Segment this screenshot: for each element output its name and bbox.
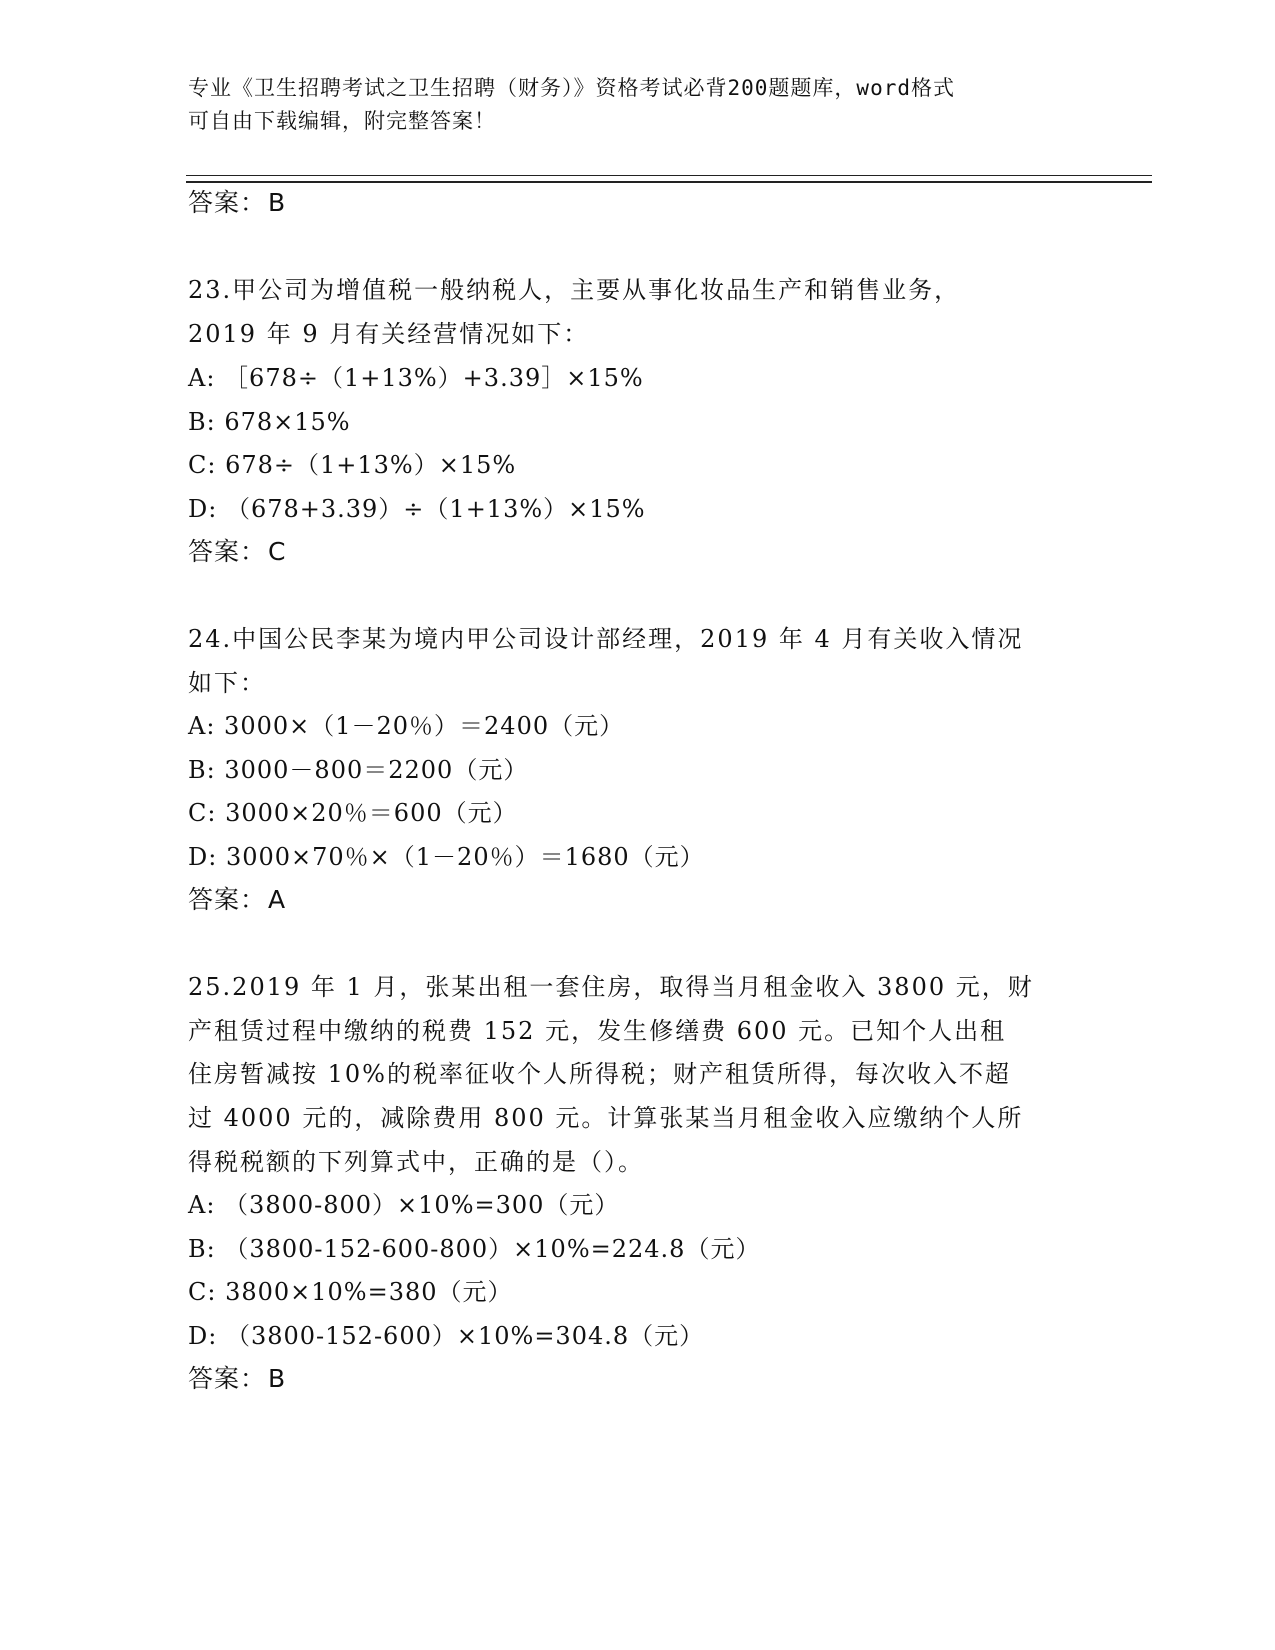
q25-option-b: B: （3800-152-600-800）×10%=224.8（元） (188, 1235, 761, 1263)
q24-option-b: B: 3000－800＝2200（元） (188, 756, 529, 784)
answer-value: A (268, 885, 287, 914)
q23-option-b: B: 678×15% (188, 408, 351, 436)
page-header (188, 72, 1088, 138)
header-title-line-1: 专业《卫生招聘考试之卫生招聘（财务）》资格考试必背200题题库，word格式 (188, 76, 955, 100)
q25-answer (188, 1364, 286, 1394)
q23-stem-line-1: 23.甲公司为增值税一般纳税人，主要从事化妆品生产和销售业务， (188, 276, 961, 304)
q25-option-a: A: （3800-800）×10%=300（元） (188, 1191, 620, 1219)
header-divider-thick (186, 181, 1152, 183)
q22-answer (188, 188, 286, 218)
q25-option-d: D: （3800-152-600）×10%=304.8（元） (188, 1322, 705, 1350)
q23-option-d: D: （678+3.39）÷（1+13%）×15% (188, 495, 646, 523)
q24-stem-line-2: 如下： (188, 669, 266, 697)
q24-option-d: D: 3000×70％×（1－20％）＝1680（元） (188, 843, 705, 871)
q25-stem-line-4: 过 4000 元的，减除费用 800 元。计算张某当月租金收入应缴纳个人所 (188, 1104, 1024, 1132)
q25-stem-line-3: 住房暂减按 10%的税率征收个人所得税；财产租赁所得，每次收入不超 (188, 1060, 1011, 1088)
q24-answer (188, 885, 286, 915)
answer-value: C (268, 537, 287, 566)
q23-option-a: A: ［678÷（1+13%）+3.39］×15% (188, 364, 644, 392)
q23-option-c: C: 678÷（1+13%）×15% (188, 451, 517, 479)
q25-stem-line-5: 得税税额的下列算式中，正确的是（）。 (188, 1148, 644, 1176)
answer-label: 答案： (188, 188, 267, 217)
answer-label: 答案： (188, 1364, 267, 1393)
q25-stem-line-1: 25.2019 年 1 月，张某出租一套住房，取得当月租金收入 3800 元，财 (188, 973, 1034, 1001)
q23-stem-line-2: 2019 年 9 月有关经营情况如下： (188, 320, 590, 348)
q24-option-a: A: 3000×（1－20％）＝2400（元） (188, 712, 625, 740)
answer-value: B (268, 1364, 287, 1393)
answer-value: B (268, 188, 287, 217)
q25-stem-line-2: 产租赁过程中缴纳的税费 152 元，发生修缮费 600 元。已知个人出租 (188, 1017, 1007, 1045)
answer-label: 答案： (188, 537, 267, 566)
header-title-line-2: 可自由下载编辑，附完整答案！ (188, 109, 496, 133)
q23-answer (188, 537, 286, 567)
header-divider-thin (186, 175, 1152, 176)
answer-label: 答案： (188, 885, 267, 914)
q24-stem-line-1: 24.中国公民李某为境内甲公司设计部经理，2019 年 4 月有关收入情况 (188, 625, 1024, 653)
q24-option-c: C: 3000×20％＝600（元） (188, 799, 518, 827)
q25-option-c: C: 3800×10%=380（元） (188, 1278, 513, 1306)
